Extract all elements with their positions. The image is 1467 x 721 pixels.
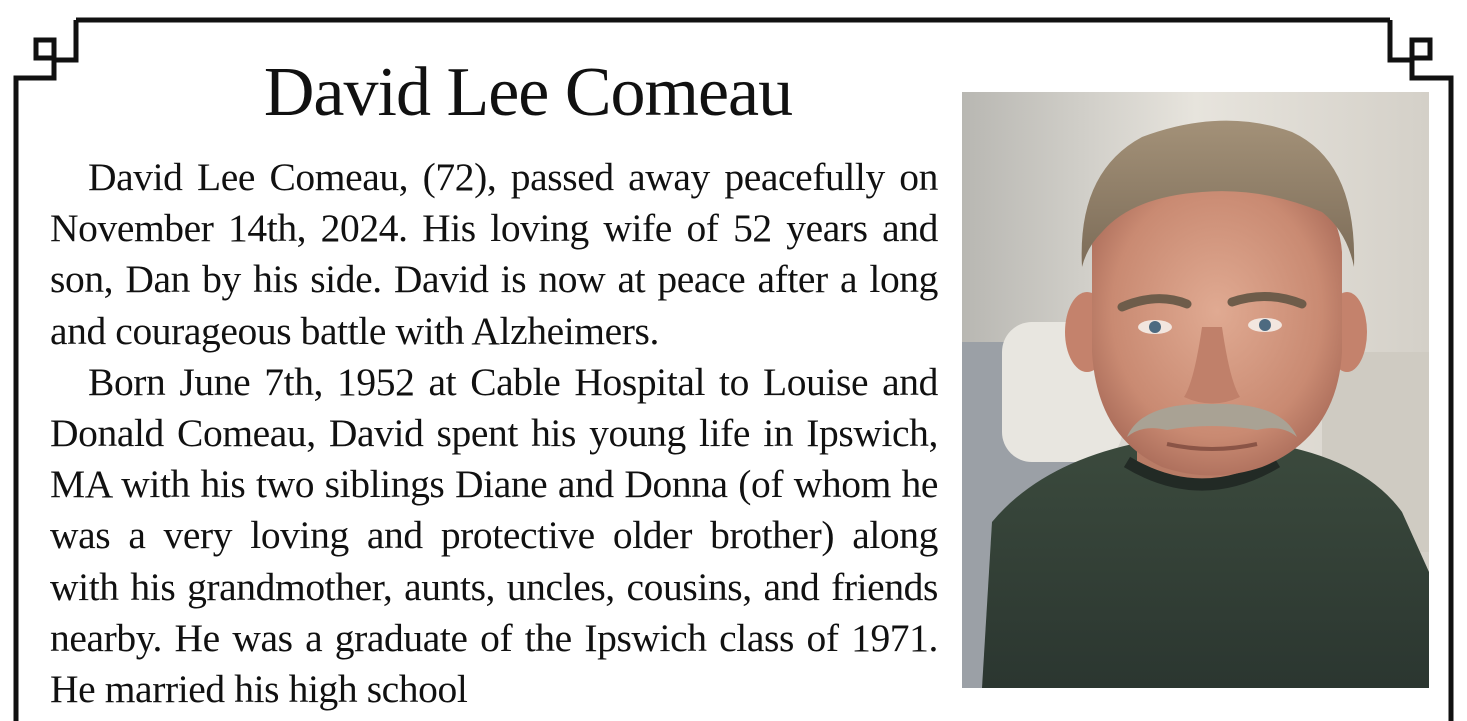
obituary-paragraph-1: David Lee Comeau, (72), passed away peacefully on November 14th, 2024. His loving wife of 52 years and son, Dan by his side. David is now at peace after a long and courageous battle with Alzheimers.: [50, 155, 938, 353]
portrait-photo: [962, 92, 1429, 688]
obituary-body: [50, 152, 938, 715]
obituary-title: David Lee Comeau: [263, 54, 793, 131]
obituary-paragraph-2: Born June 7th, 1952 at Cable Hospital to Louise and Donald Comeau, David spent his young life in Ipswich, MA with his two siblings Diane and Donna (of whom he was a very loving and protective older brother) along with his grandmother, aunts, uncles, cousins, and friends nearby. He was a graduate of the Ipswich class of 1971. He married his high school: [50, 359, 938, 712]
portrait-illustration: [962, 92, 1429, 688]
